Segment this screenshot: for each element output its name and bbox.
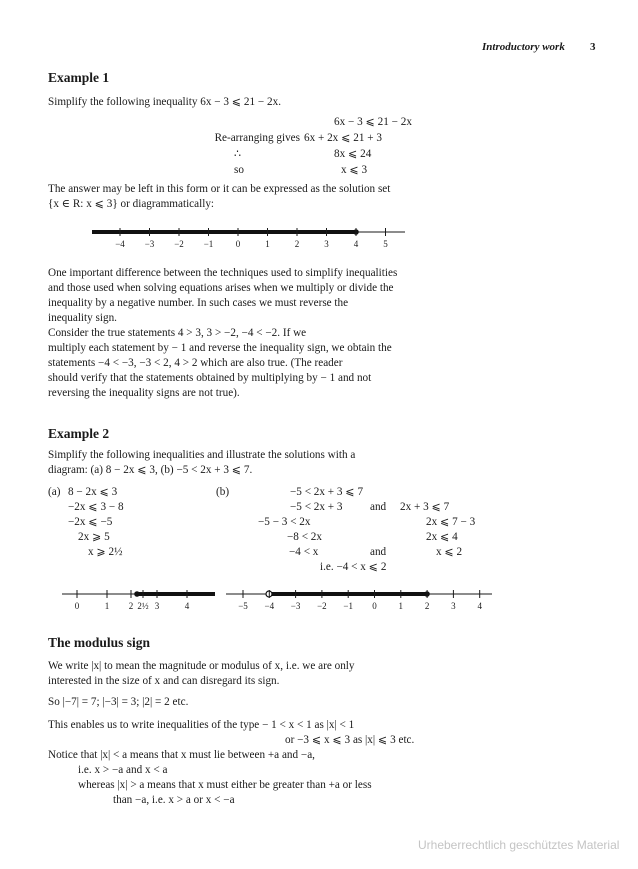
example-2-prompt-line: Simplify the following inequalities and illustrate the solutions with a: [48, 449, 356, 461]
tick-label: 4: [184, 601, 190, 611]
answer-line: The answer may be left in this form or it can be expressed as the solution set: [48, 183, 391, 195]
modulus-intro-line: We write |x| to mean the magnitude or modulus of x, i.e. we are only: [48, 660, 355, 672]
working-step: 2x ⩾ 5: [78, 531, 110, 543]
running-header-title: Introductory work: [482, 41, 565, 53]
page-number: 3: [590, 41, 596, 53]
tick-label: 1: [265, 239, 270, 249]
tick-label: 0: [74, 601, 80, 611]
tick-label: −1: [343, 601, 353, 611]
number-line-example-1: [0, 222, 638, 262]
and-word: and: [370, 546, 387, 558]
negative-multiply-paragraph: [48, 266, 608, 401]
tick-label: −1: [203, 239, 214, 249]
paragraph-line: reversing the inequality signs are not true).: [48, 387, 240, 399]
working-step: 2x ⩽ 7 − 3: [426, 516, 476, 528]
closed-endpoint: [134, 591, 140, 597]
working-step: 6x + 2x ⩽ 21 + 3: [304, 132, 382, 144]
modulus-notice-line: Notice that |x| < a means that x must lie between +a and −a,: [48, 749, 315, 761]
tick-label: 1: [104, 601, 110, 611]
tick-label: −2: [317, 601, 327, 611]
copyright-watermark: Urheberrechtlich geschütztes Material: [418, 838, 620, 852]
tick-label: −3: [144, 239, 155, 249]
modulus-intro-line: interested in the size of x and can disregard its sign.: [48, 675, 280, 687]
solution-conclusion: i.e. −4 < x ⩽ 2: [320, 561, 387, 573]
working-step: −4 < x: [289, 546, 319, 558]
tick-label: −3: [290, 601, 301, 611]
tick-label: 1: [398, 601, 404, 611]
working-step: −5 < 2x + 3: [290, 501, 343, 513]
paragraph-line: statements −4 < −3, −3 < 2, 4 > 2 which are also true. (The reader: [48, 357, 343, 369]
modulus-notice-line: whereas |x| > a means that x must either be greater than +a or less: [78, 779, 372, 791]
paragraph-line: inequality sign.: [48, 312, 117, 324]
tick-label: 4: [477, 601, 482, 611]
working-step: −8 < 2x: [287, 531, 322, 543]
working-step: 2x ⩽ 4: [426, 531, 458, 543]
tick-label: 3: [154, 601, 160, 611]
answer-line: {x ∈ R: x ⩽ 3} or diagrammatically:: [48, 198, 215, 210]
tick-label: 3: [451, 601, 456, 611]
example-1-heading: Example 1: [48, 70, 110, 85]
paragraph-line: multiply each statement by − 1 and reverse the inequality sign, we obtain the: [48, 342, 392, 354]
number-line-example-2a: [0, 586, 230, 622]
working-step: x ⩽ 3: [341, 164, 368, 176]
paragraph-line: and those used when solving equations arises when we multiply or divide the: [48, 282, 394, 294]
tick-label: 2: [294, 239, 300, 249]
tick-label: 4: [353, 239, 359, 249]
therefore-symbol: ∴: [234, 148, 242, 160]
paragraph-line: One important difference between the techniques used to simplify inequalities: [48, 267, 398, 279]
tick-label: 5: [383, 239, 388, 249]
tick-label: −4: [115, 239, 125, 249]
paragraph-line: should verify that the statements obtained by multiplying by − 1 and not: [48, 372, 372, 384]
example-2-heading: Example 2: [48, 426, 110, 441]
tick-label: 2½: [137, 601, 149, 611]
tick-label: 2: [128, 601, 134, 611]
tick-label: 3: [324, 239, 329, 249]
and-word: and: [370, 501, 387, 513]
working-step: 2x + 3 ⩽ 7: [400, 501, 450, 513]
working-step: 8x ⩽ 24: [334, 148, 372, 160]
tick-label: −5: [238, 601, 248, 611]
tick-label: 0: [235, 239, 241, 249]
part-label: (a): [48, 486, 61, 498]
paragraph-line: Consider the true statements 4 > 3, 3 > −2, −4 < −2. If we: [48, 327, 307, 339]
working-step-label: Re-arranging gives: [214, 132, 300, 144]
modulus-heading: The modulus sign: [48, 635, 151, 650]
tick-label: −2: [174, 239, 184, 249]
modulus-notice-line: than −a, i.e. x > a or x < −a: [113, 794, 235, 806]
working-step: −2x ⩽ −5: [68, 516, 113, 528]
modulus-notice-line: i.e. x > −a and x < a: [78, 764, 168, 776]
working-step: −2x ⩽ 3 − 8: [68, 501, 124, 513]
working-step: −5 < 2x + 3 ⩽ 7: [290, 486, 364, 498]
part-label: (b): [216, 486, 230, 498]
working-step: x ⩽ 2: [436, 546, 463, 558]
working-step: −5 − 3 < 2x: [258, 516, 311, 528]
number-line-example-2b: [222, 586, 502, 622]
tick-label: 2: [424, 601, 430, 611]
modulus-examples: So |−7| = 7; |−3| = 3; |2| = 2 etc.: [48, 696, 189, 708]
example-2-prompt-line: diagram: (a) 8 − 2x ⩽ 3, (b) −5 < 2x + 3 ⩽ 7.: [48, 464, 253, 476]
paragraph-line: inequality by a negative number. In such cases we must reverse the: [48, 297, 349, 309]
modulus-type-line: or −3 ⩽ x ⩽ 3 as |x| ⩽ 3 etc.: [285, 734, 415, 746]
working-step-label: so: [234, 164, 244, 176]
modulus-type-line: This enables us to write inequalities of the type − 1 < x < 1 as |x| < 1: [48, 719, 355, 731]
working-step: x ⩾ 2½: [88, 546, 123, 558]
working-step: 8 − 2x ⩽ 3: [68, 486, 118, 498]
example-1-prompt: Simplify the following inequality 6x − 3 ⩽ 21 − 2x.: [48, 96, 281, 108]
tick-label: 0: [372, 601, 377, 611]
tick-label: −4: [264, 601, 275, 611]
working-step: 6x − 3 ⩽ 21 − 2x: [334, 116, 412, 128]
